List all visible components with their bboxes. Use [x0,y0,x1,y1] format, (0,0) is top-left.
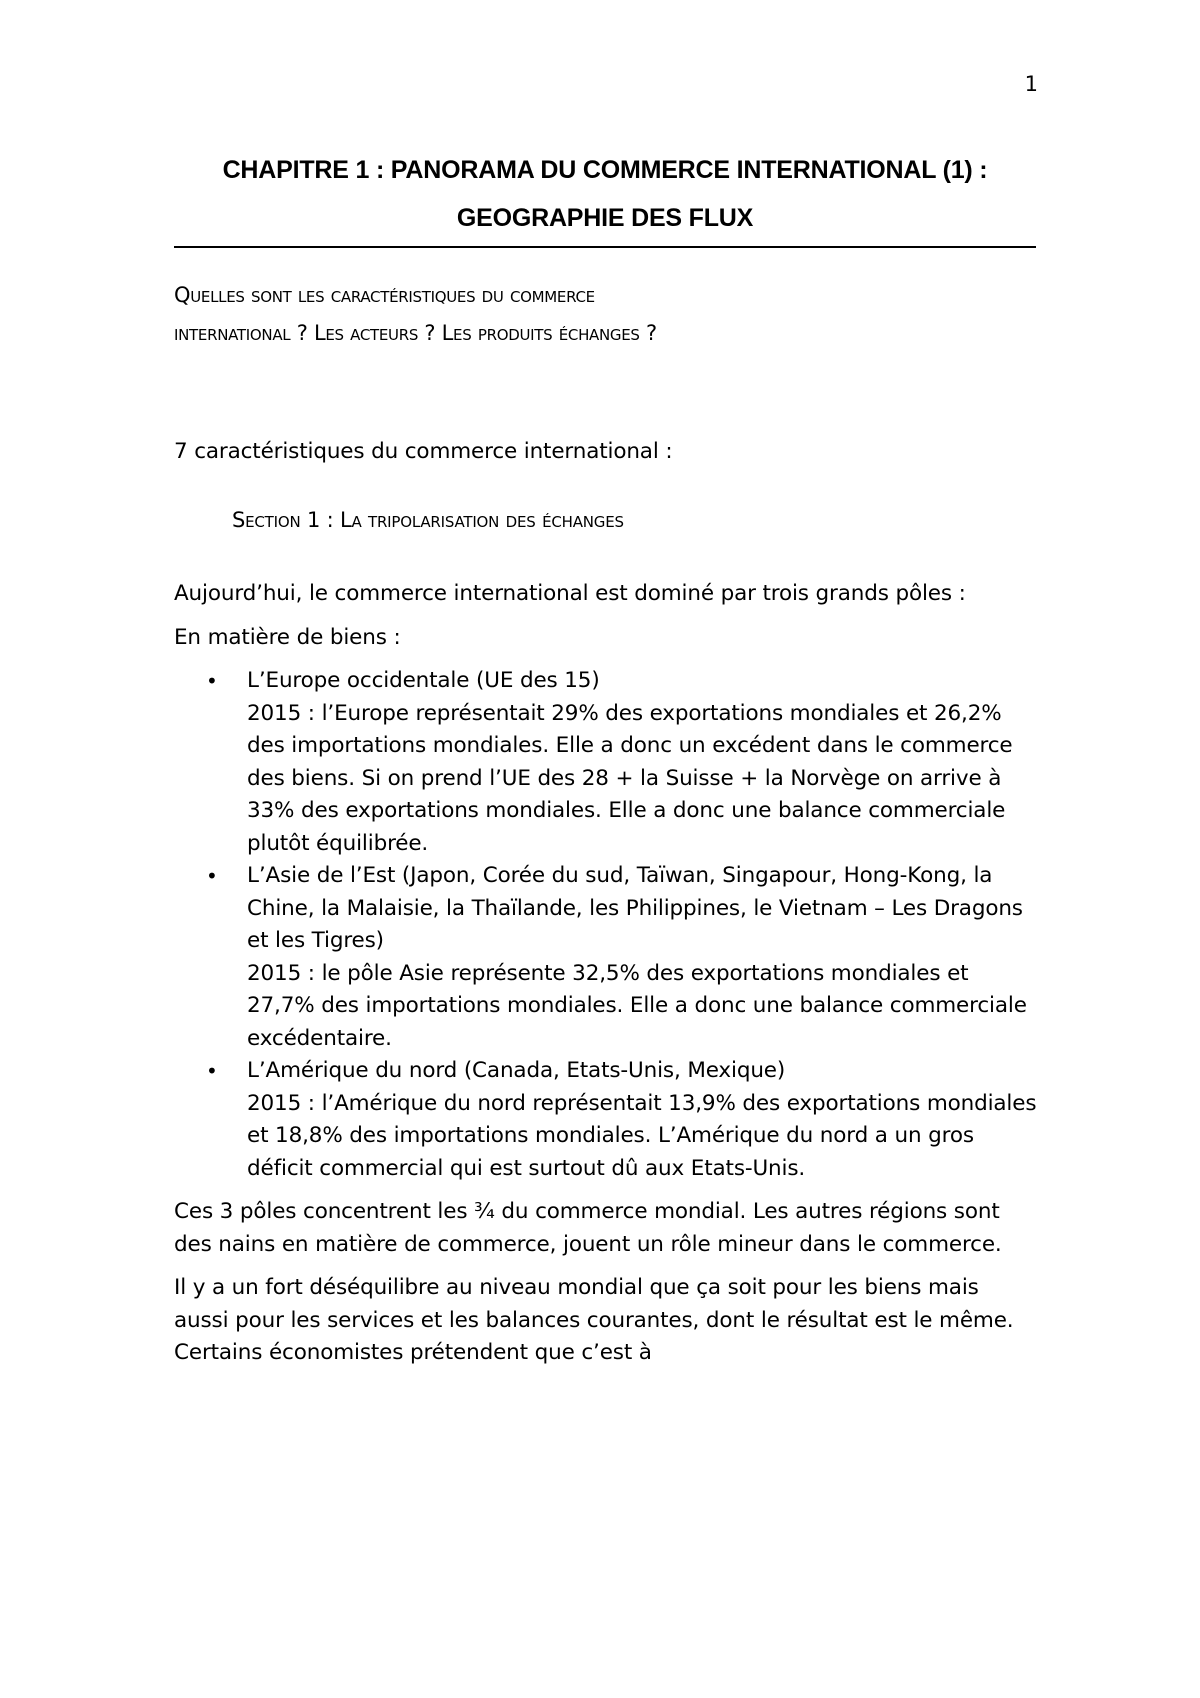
question-heading-line-1: Quelles sont les caractéristiques du commerce [174,283,595,307]
list-item [174,860,1038,1055]
list-item [174,665,1038,860]
list-item-text: 2015 : l’Amérique du nord représentait 13,9% des exportations mondiales et 18,8% des importations mondiales. L’Amérique du nord a un gros déficit commercial qui est surtout dû aux Etats-Unis. [247,1090,1037,1181]
list-item-title: L’Asie de l’Est (Japon, Corée du sud, Taïwan, Singapour, Hong-Kong, la Chine, la Malaisie, la Thaïlande, les Philippines, le Vietnam – Les Dragons et les Tigres) [247,863,1023,953]
paragraph-poles: Aujourd’hui, le commerce international est dominé par trois grands pôles : [174,581,966,606]
page-number: 1 [1024,72,1038,96]
bullet-icon: • [206,1059,218,1083]
intro-text: 7 caractéristiques du commerce international : [174,439,673,464]
bullet-icon: • [206,864,218,888]
list-item [174,1055,1038,1185]
list-item-text: 2015 : le pôle Asie représente 32,5% des exportations mondiales et 27,7% des importations mondiales. Elle a donc une balance commerciale excédentaire. [247,960,1027,1051]
chapter-title-line-2: GEOGRAPHIE DES FLUX [456,204,754,232]
list-item-title: L’Europe occidentale (UE des 15) [247,668,600,693]
goods-label: En matière de biens : [174,624,401,650]
question-heading-line-2: international ? Les acteurs ? Les produits échanges ? [174,321,657,345]
bullet-icon: • [206,669,218,693]
main-content [174,578,1038,1381]
question-heading [174,276,1036,352]
chapter-title [174,146,1036,248]
paragraph-concentration: Ces 3 pôles concentrent les ¾ du commerce mondial. Les autres régions sont des nains en matière de commerce, jouent un rôle mineur dans le commerce. [174,1199,1002,1257]
list-item-title: L’Amérique du nord (Canada, Etats-Unis, Mexique) [247,1058,786,1083]
paragraph-imbalance: Il y a un fort déséquilibre au niveau mondial que ça soit pour les biens mais aussi pour les services et les balances courantes, dont le résultat est le même. Certains économistes prétendent que c’est à [174,1275,1014,1365]
list-item-text: 2015 : l’Europe représentait 29% des exportations mondiales et 26,2% des importations mondiales. Elle a donc un excédent dans le commerce des biens. Si on prend l’UE des 28 + la Suisse + la Norvège on arrive à 33% des exportations mondiales. Elle a donc une balance commerciale plutôt équilibrée. [247,700,1013,856]
poles-list [174,665,1038,1185]
section-heading: Section 1 : La tripolarisation des échanges [232,508,624,532]
chapter-title-line-1: CHAPITRE 1 : PANORAMA DU COMMERCE INTERNATIONAL (1) : [222,156,988,184]
